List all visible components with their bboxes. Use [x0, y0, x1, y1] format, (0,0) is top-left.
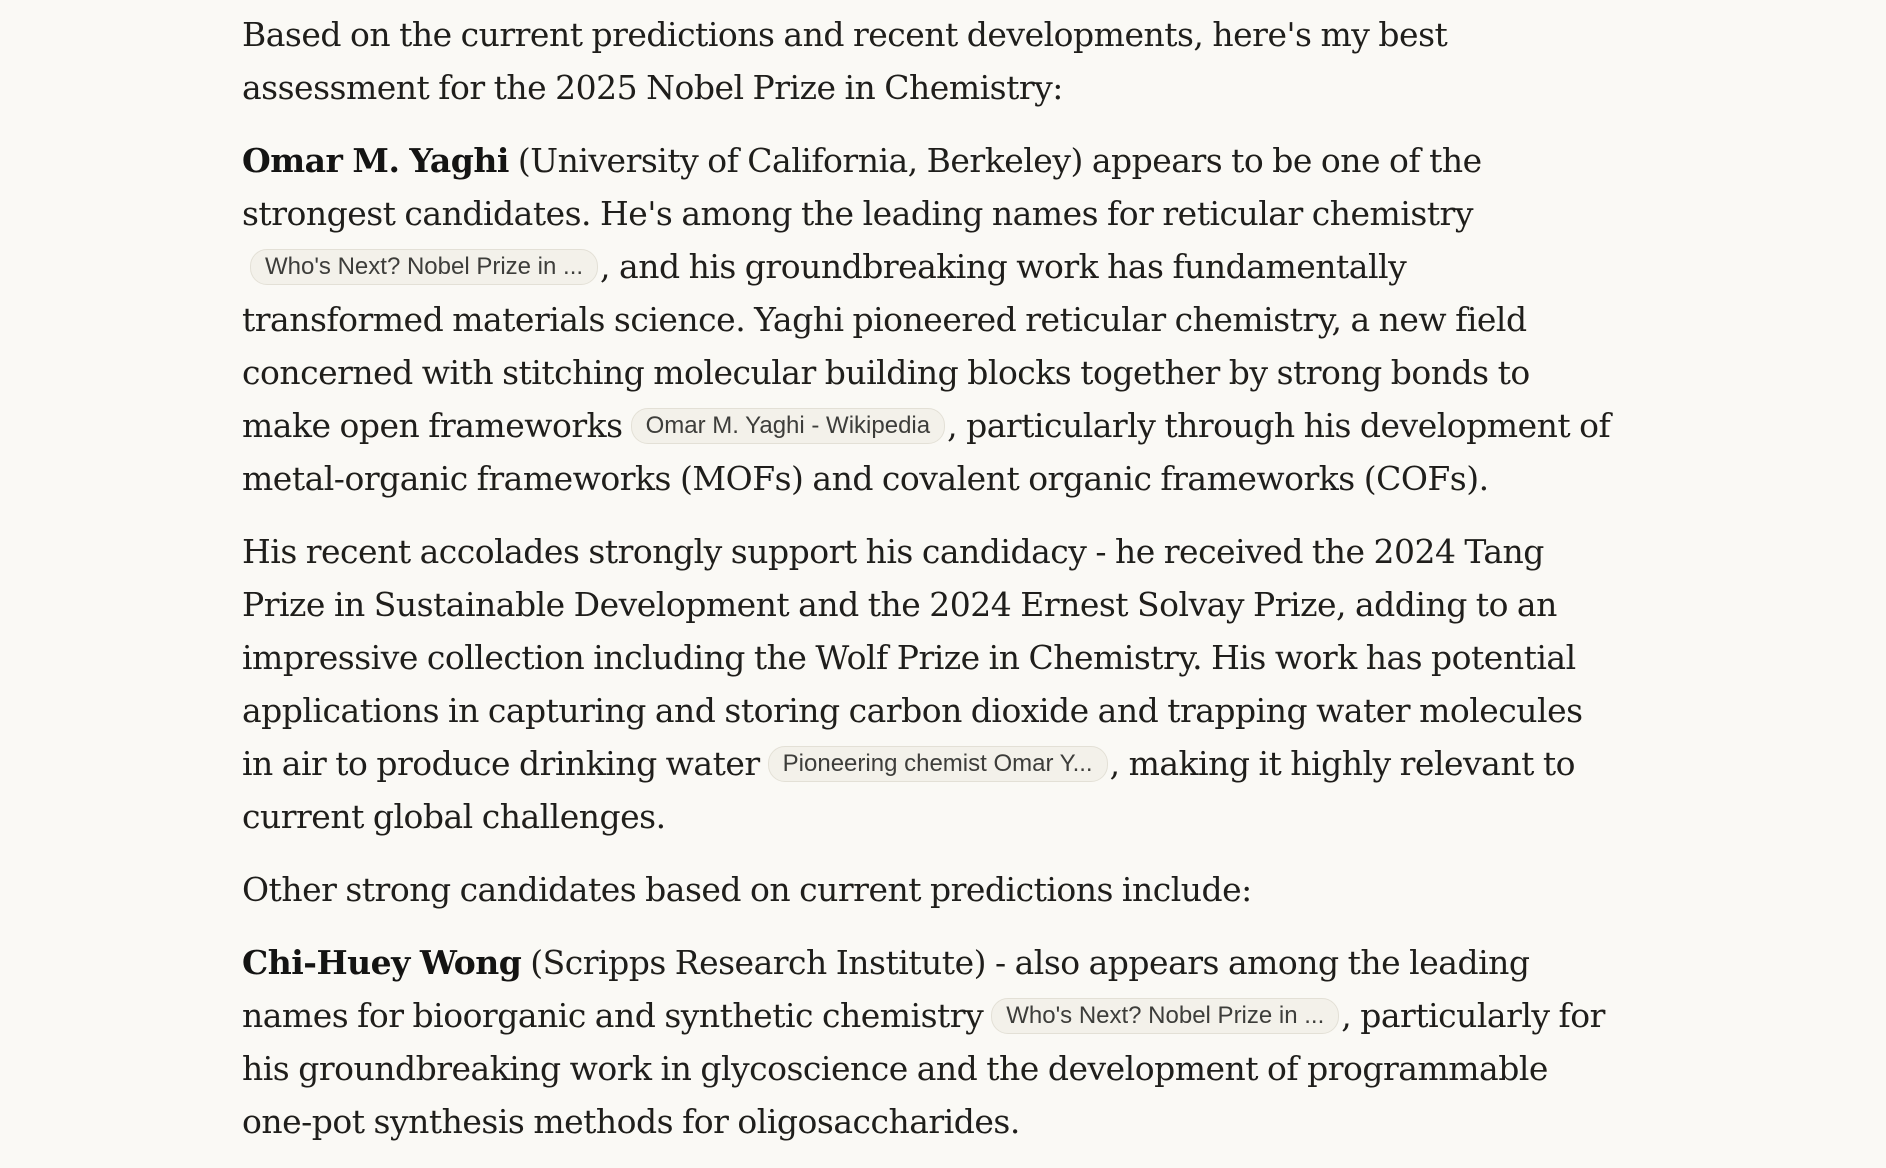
citation-pioneering-chemist[interactable]: Pioneering chemist Omar Y...: [768, 746, 1108, 782]
accolades-text-1: His recent accolades strongly support his candidacy - he received the 2024 Tang Prize in Sustainable Development and the 2024 Ernest Solvay Prize, adding to an impressive collection including the Wolf Prize in Chemistry. His work has potential applications in capturing and storing carbon dioxide and trapping water molecules in air to produce drinking water: [242, 532, 1583, 783]
accolades-paragraph: [242, 525, 1612, 843]
citation-yaghi-wikipedia[interactable]: Omar M. Yaghi - Wikipedia: [631, 408, 946, 444]
wong-text-2: , particularly for his groundbreaking work in glycoscience and the development of programmable one-pot synthesis methods for oligosaccharides.: [242, 996, 1605, 1141]
citation-whos-next-2[interactable]: Who's Next? Nobel Prize in ...: [991, 998, 1339, 1034]
intro-paragraph: [242, 8, 1612, 114]
yaghi-text-1: (University of California, Berkeley) appears to be one of the strongest candidates. He's among the leading names for reticular chemistry: [242, 141, 1482, 233]
citation-whos-next-1[interactable]: Who's Next? Nobel Prize in ...: [250, 249, 598, 285]
wong-paragraph: [242, 936, 1612, 1148]
candidate-name-wong: Chi-Huey Wong: [242, 943, 522, 982]
intro-text: Based on the current predictions and recent developments, here's my best assessment for the 2025 Nobel Prize in Chemistry:: [242, 15, 1448, 107]
assistant-response: [242, 8, 1612, 1168]
yaghi-text-2: , and his groundbreaking work has fundamentally transformed materials science. Yaghi pioneered reticular chemistry, a new field concerned with stitching molecular building blocks together by strong bonds to make open frameworks: [242, 247, 1530, 445]
others-paragraph: [242, 863, 1612, 916]
others-text: Other strong candidates based on current predictions include:: [242, 870, 1252, 909]
yaghi-text-3: , particularly through his development of metal-organic frameworks (MOFs) and covalent organic frameworks (COFs).: [242, 406, 1611, 498]
candidate-name-yaghi: Omar M. Yaghi: [242, 141, 509, 180]
yaghi-paragraph: [242, 134, 1612, 505]
accolades-text-2: , making it highly relevant to current global challenges.: [242, 744, 1575, 836]
wong-text-1: (Scripps Research Institute) - also appears among the leading names for bioorganic and synthetic chemistry: [242, 943, 1530, 1035]
